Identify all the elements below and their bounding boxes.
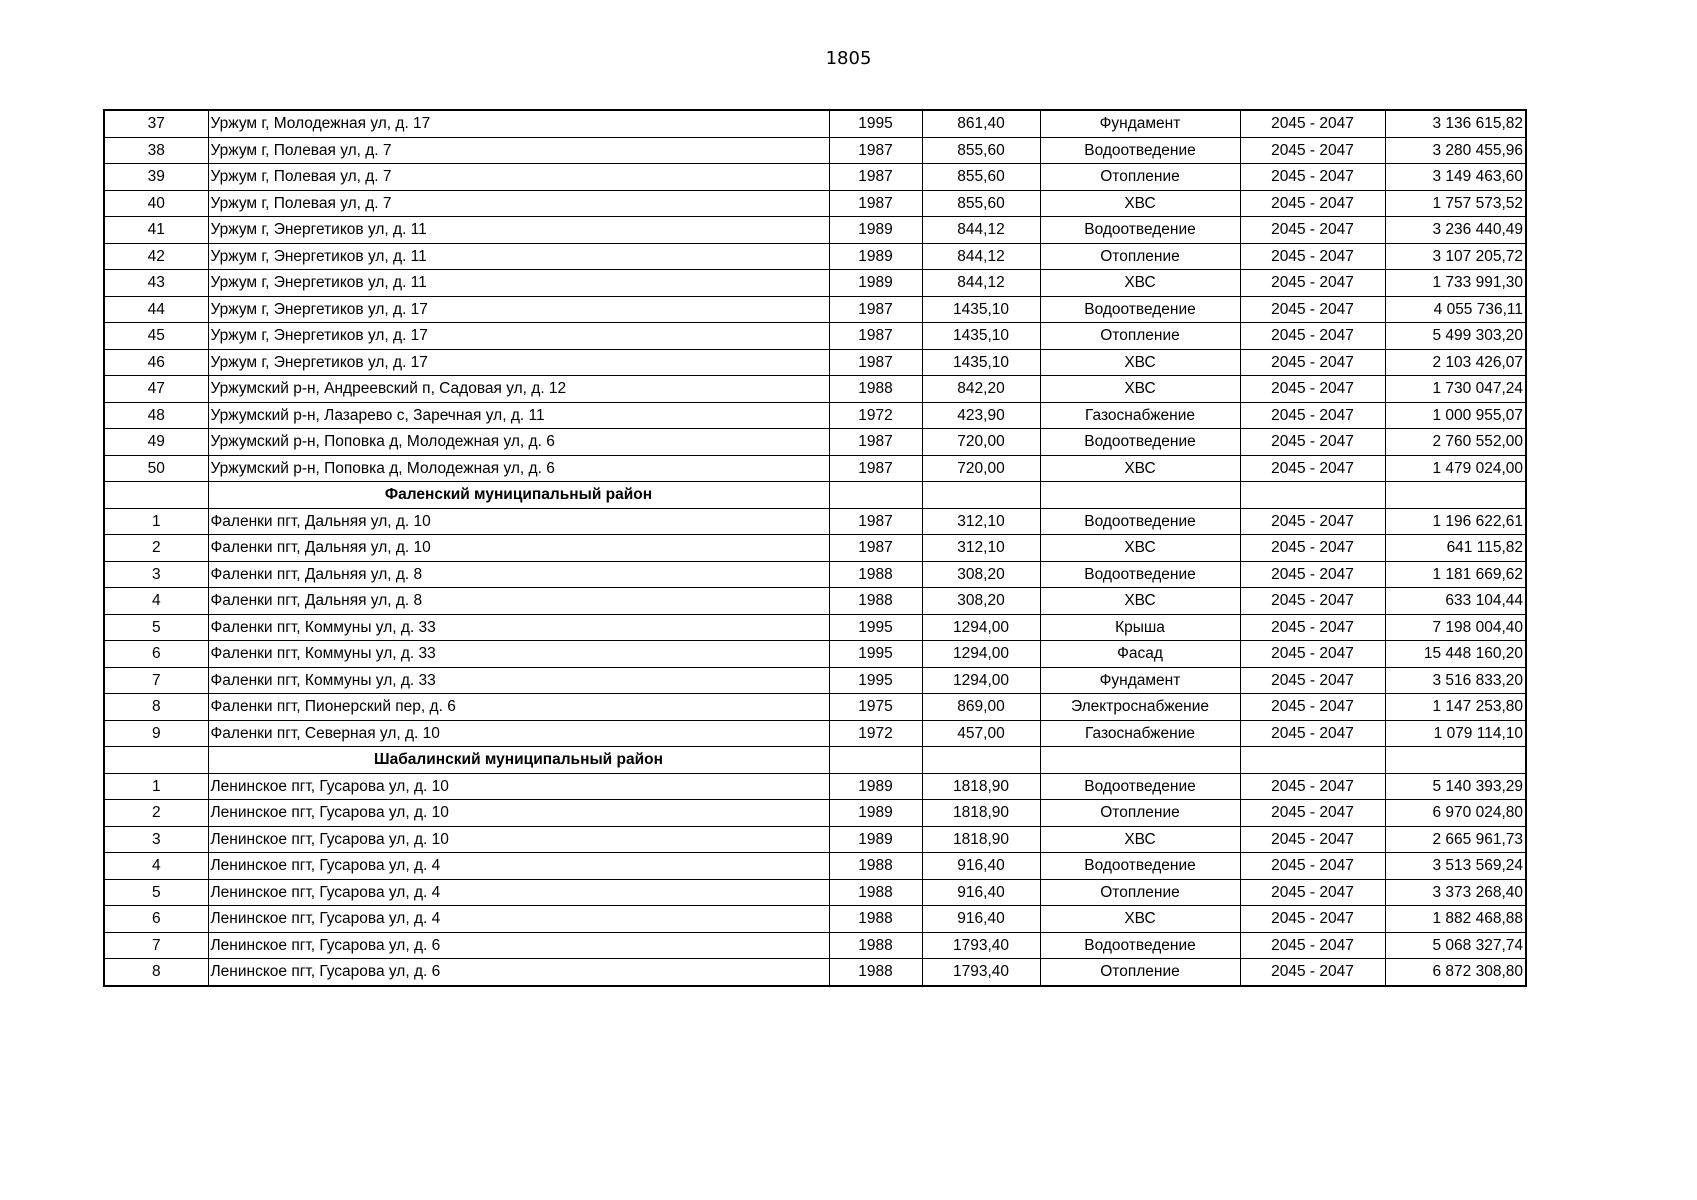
address-cell: Уржум г, Полевая ул, д. 7 [208,164,829,191]
cost-cell: 7 198 004,40 [1385,614,1526,641]
area-cell: 308,20 [922,588,1040,615]
work-type-cell: Водоотведение [1040,296,1240,323]
empty-cell [1240,747,1385,774]
table-row [104,959,1526,986]
empty-cell [1240,482,1385,509]
area-cell: 720,00 [922,455,1040,482]
address-cell: Уржум г, Энергетиков ул, д. 11 [208,270,829,297]
cost-cell: 3 136 615,82 [1385,110,1526,137]
table-row [104,508,1526,535]
period-cell: 2045 - 2047 [1240,110,1385,137]
table-row [104,641,1526,668]
period-cell: 2045 - 2047 [1240,164,1385,191]
cost-cell: 633 104,44 [1385,588,1526,615]
period-cell: 2045 - 2047 [1240,694,1385,721]
row-number: 3 [104,561,208,588]
area-cell: 1294,00 [922,641,1040,668]
area-cell: 1818,90 [922,773,1040,800]
period-cell: 2045 - 2047 [1240,720,1385,747]
year-cell: 1988 [829,561,922,588]
year-cell: 1987 [829,296,922,323]
cost-cell: 1 181 669,62 [1385,561,1526,588]
work-type-cell: Фундамент [1040,667,1240,694]
table-row [104,137,1526,164]
cost-cell: 1 757 573,52 [1385,190,1526,217]
row-number: 50 [104,455,208,482]
area-cell: 844,12 [922,270,1040,297]
address-cell: Фаленки пгт, Коммуны ул, д. 33 [208,667,829,694]
work-type-cell: ХВС [1040,349,1240,376]
table-row [104,164,1526,191]
cost-cell: 1 733 991,30 [1385,270,1526,297]
work-type-cell: Фундамент [1040,110,1240,137]
address-cell: Фаленки пгт, Пионерский пер, д. 6 [208,694,829,721]
work-type-cell: ХВС [1040,455,1240,482]
row-number: 46 [104,349,208,376]
table-row [104,667,1526,694]
table-row [104,190,1526,217]
table-row [104,614,1526,641]
table-row [104,800,1526,827]
period-cell: 2045 - 2047 [1240,323,1385,350]
cost-cell: 6 872 308,80 [1385,959,1526,986]
cost-cell: 3 280 455,96 [1385,137,1526,164]
table-row [104,455,1526,482]
period-cell: 2045 - 2047 [1240,429,1385,456]
empty-cell [104,747,208,774]
work-type-cell: Водоотведение [1040,932,1240,959]
address-cell: Ленинское пгт, Гусарова ул, д. 6 [208,932,829,959]
work-type-cell: Отопление [1040,323,1240,350]
table-row [104,720,1526,747]
address-cell: Уржум г, Полевая ул, д. 7 [208,190,829,217]
row-number: 9 [104,720,208,747]
year-cell: 1972 [829,402,922,429]
work-type-cell: ХВС [1040,270,1240,297]
area-cell: 855,60 [922,164,1040,191]
table-row [104,270,1526,297]
section-header-row [104,482,1526,509]
period-cell: 2045 - 2047 [1240,243,1385,270]
empty-cell [1385,747,1526,774]
period-cell: 2045 - 2047 [1240,190,1385,217]
row-number: 2 [104,800,208,827]
cost-cell: 3 513 569,24 [1385,853,1526,880]
cost-cell: 1 196 622,61 [1385,508,1526,535]
row-number: 5 [104,614,208,641]
year-cell: 1988 [829,853,922,880]
cost-cell: 3 149 463,60 [1385,164,1526,191]
cost-cell: 641 115,82 [1385,535,1526,562]
address-cell: Фаленки пгт, Северная ул, д. 10 [208,720,829,747]
address-cell: Ленинское пгт, Гусарова ул, д. 6 [208,959,829,986]
table-row [104,429,1526,456]
cost-cell: 2 760 552,00 [1385,429,1526,456]
empty-cell [922,482,1040,509]
year-cell: 1989 [829,270,922,297]
year-cell: 1989 [829,773,922,800]
cost-cell: 5 499 303,20 [1385,323,1526,350]
cost-cell: 1 479 024,00 [1385,455,1526,482]
work-type-cell: ХВС [1040,190,1240,217]
row-number: 4 [104,853,208,880]
table-row [104,376,1526,403]
row-number: 7 [104,667,208,694]
year-cell: 1987 [829,508,922,535]
cost-cell: 1 000 955,07 [1385,402,1526,429]
year-cell: 1988 [829,376,922,403]
capital-repair-table [103,109,1527,987]
table-row [104,323,1526,350]
row-number: 44 [104,296,208,323]
row-number: 43 [104,270,208,297]
year-cell: 1988 [829,588,922,615]
row-number: 45 [104,323,208,350]
area-cell: 916,40 [922,906,1040,933]
work-type-cell: Газоснабжение [1040,720,1240,747]
period-cell: 2045 - 2047 [1240,535,1385,562]
area-cell: 855,60 [922,137,1040,164]
address-cell: Фаленки пгт, Дальняя ул, д. 8 [208,588,829,615]
area-cell: 312,10 [922,535,1040,562]
work-type-cell: Водоотведение [1040,429,1240,456]
row-number: 8 [104,959,208,986]
work-type-cell: ХВС [1040,826,1240,853]
work-type-cell: Крыша [1040,614,1240,641]
period-cell: 2045 - 2047 [1240,667,1385,694]
empty-cell [829,482,922,509]
area-cell: 842,20 [922,376,1040,403]
area-cell: 308,20 [922,561,1040,588]
area-cell: 1818,90 [922,800,1040,827]
row-number: 5 [104,879,208,906]
cost-cell: 3 107 205,72 [1385,243,1526,270]
year-cell: 1987 [829,349,922,376]
table-row [104,853,1526,880]
address-cell: Фаленки пгт, Коммуны ул, д. 33 [208,641,829,668]
row-number: 38 [104,137,208,164]
empty-cell [1385,482,1526,509]
period-cell: 2045 - 2047 [1240,641,1385,668]
row-number: 49 [104,429,208,456]
cost-cell: 5 140 393,29 [1385,773,1526,800]
work-type-cell: Отопление [1040,243,1240,270]
year-cell: 1987 [829,455,922,482]
address-cell: Уржум г, Энергетиков ул, д. 11 [208,217,829,244]
row-number: 40 [104,190,208,217]
address-cell: Уржумский р-н, Поповка д, Молодежная ул, д. 6 [208,455,829,482]
row-number: 39 [104,164,208,191]
empty-cell [1040,747,1240,774]
table-row [104,402,1526,429]
table-row [104,535,1526,562]
area-cell: 916,40 [922,879,1040,906]
table-row [104,826,1526,853]
year-cell: 1988 [829,906,922,933]
work-type-cell: Водоотведение [1040,773,1240,800]
period-cell: 2045 - 2047 [1240,561,1385,588]
row-number: 47 [104,376,208,403]
year-cell: 1995 [829,667,922,694]
row-number: 2 [104,535,208,562]
table-row [104,296,1526,323]
year-cell: 1987 [829,137,922,164]
table-body [104,110,1526,986]
table-row [104,773,1526,800]
area-cell: 720,00 [922,429,1040,456]
address-cell: Уржумский р-н, Поповка д, Молодежная ул, д. 6 [208,429,829,456]
year-cell: 1995 [829,614,922,641]
period-cell: 2045 - 2047 [1240,800,1385,827]
year-cell: 1987 [829,190,922,217]
year-cell: 1995 [829,641,922,668]
period-cell: 2045 - 2047 [1240,455,1385,482]
address-cell: Ленинское пгт, Гусарова ул, д. 4 [208,879,829,906]
year-cell: 1989 [829,217,922,244]
cost-cell: 5 068 327,74 [1385,932,1526,959]
address-cell: Уржум г, Энергетиков ул, д. 17 [208,296,829,323]
table-row [104,932,1526,959]
address-cell: Фаленки пгт, Коммуны ул, д. 33 [208,614,829,641]
row-number: 6 [104,641,208,668]
cost-cell: 3 516 833,20 [1385,667,1526,694]
area-cell: 312,10 [922,508,1040,535]
period-cell: 2045 - 2047 [1240,959,1385,986]
period-cell: 2045 - 2047 [1240,217,1385,244]
empty-cell [829,747,922,774]
period-cell: 2045 - 2047 [1240,349,1385,376]
work-type-cell: Водоотведение [1040,508,1240,535]
year-cell: 1989 [829,826,922,853]
year-cell: 1995 [829,110,922,137]
cost-cell: 3 236 440,49 [1385,217,1526,244]
work-type-cell: Водоотведение [1040,137,1240,164]
year-cell: 1987 [829,535,922,562]
address-cell: Уржумский р-н, Андреевский п, Садовая ул, д. 12 [208,376,829,403]
row-number: 8 [104,694,208,721]
cost-cell: 1 079 114,10 [1385,720,1526,747]
work-type-cell: Отопление [1040,164,1240,191]
page-number: 1805 [825,48,872,69]
area-cell: 1435,10 [922,296,1040,323]
work-type-cell: ХВС [1040,535,1240,562]
work-type-cell: ХВС [1040,588,1240,615]
area-cell: 1793,40 [922,932,1040,959]
row-number: 6 [104,906,208,933]
year-cell: 1989 [829,800,922,827]
row-number: 4 [104,588,208,615]
period-cell: 2045 - 2047 [1240,853,1385,880]
work-type-cell: ХВС [1040,376,1240,403]
table-row [104,879,1526,906]
area-cell: 861,40 [922,110,1040,137]
empty-cell [104,482,208,509]
area-cell: 855,60 [922,190,1040,217]
row-number: 1 [104,508,208,535]
table-row [104,906,1526,933]
row-number: 41 [104,217,208,244]
period-cell: 2045 - 2047 [1240,773,1385,800]
area-cell: 1793,40 [922,959,1040,986]
period-cell: 2045 - 2047 [1240,932,1385,959]
empty-cell [922,747,1040,774]
table-row [104,349,1526,376]
address-cell: Уржум г, Молодежная ул, д. 17 [208,110,829,137]
section-header-row [104,747,1526,774]
period-cell: 2045 - 2047 [1240,614,1385,641]
work-type-cell: Фасад [1040,641,1240,668]
address-cell: Ленинское пгт, Гусарова ул, д. 10 [208,773,829,800]
section-title: Шабалинский муниципальный район [208,747,829,774]
address-cell: Ленинское пгт, Гусарова ул, д. 10 [208,800,829,827]
area-cell: 1294,00 [922,667,1040,694]
row-number: 7 [104,932,208,959]
year-cell: 1989 [829,243,922,270]
row-number: 42 [104,243,208,270]
period-cell: 2045 - 2047 [1240,508,1385,535]
area-cell: 844,12 [922,243,1040,270]
address-cell: Ленинское пгт, Гусарова ул, д. 4 [208,853,829,880]
cost-cell: 2 103 426,07 [1385,349,1526,376]
address-cell: Уржум г, Энергетиков ул, д. 17 [208,349,829,376]
row-number: 37 [104,110,208,137]
area-cell: 1818,90 [922,826,1040,853]
cost-cell: 2 665 961,73 [1385,826,1526,853]
table-row [104,588,1526,615]
period-cell: 2045 - 2047 [1240,906,1385,933]
empty-cell [1040,482,1240,509]
row-number: 48 [104,402,208,429]
year-cell: 1987 [829,323,922,350]
year-cell: 1987 [829,164,922,191]
year-cell: 1972 [829,720,922,747]
table-row [104,561,1526,588]
address-cell: Уржум г, Полевая ул, д. 7 [208,137,829,164]
year-cell: 1975 [829,694,922,721]
address-cell: Уржумский р-н, Лазарево с, Заречная ул, д. 11 [208,402,829,429]
work-type-cell: Водоотведение [1040,217,1240,244]
area-cell: 1435,10 [922,349,1040,376]
cost-cell: 15 448 160,20 [1385,641,1526,668]
period-cell: 2045 - 2047 [1240,376,1385,403]
address-cell: Фаленки пгт, Дальняя ул, д. 8 [208,561,829,588]
row-number: 3 [104,826,208,853]
year-cell: 1988 [829,959,922,986]
table-row [104,694,1526,721]
period-cell: 2045 - 2047 [1240,137,1385,164]
cost-cell: 6 970 024,80 [1385,800,1526,827]
period-cell: 2045 - 2047 [1240,879,1385,906]
row-number: 1 [104,773,208,800]
address-cell: Ленинское пгт, Гусарова ул, д. 4 [208,906,829,933]
area-cell: 916,40 [922,853,1040,880]
year-cell: 1988 [829,932,922,959]
cost-cell: 1 147 253,80 [1385,694,1526,721]
year-cell: 1988 [829,879,922,906]
period-cell: 2045 - 2047 [1240,296,1385,323]
cost-cell: 4 055 736,11 [1385,296,1526,323]
table-row [104,243,1526,270]
table-row [104,217,1526,244]
work-type-cell: Водоотведение [1040,853,1240,880]
address-cell: Уржум г, Энергетиков ул, д. 17 [208,323,829,350]
work-type-cell: Газоснабжение [1040,402,1240,429]
address-cell: Уржум г, Энергетиков ул, д. 11 [208,243,829,270]
area-cell: 844,12 [922,217,1040,244]
year-cell: 1987 [829,429,922,456]
period-cell: 2045 - 2047 [1240,826,1385,853]
area-cell: 1435,10 [922,323,1040,350]
area-cell: 1294,00 [922,614,1040,641]
section-title: Фаленский муниципальный район [208,482,829,509]
period-cell: 2045 - 2047 [1240,402,1385,429]
address-cell: Ленинское пгт, Гусарова ул, д. 10 [208,826,829,853]
area-cell: 457,00 [922,720,1040,747]
period-cell: 2045 - 2047 [1240,270,1385,297]
period-cell: 2045 - 2047 [1240,588,1385,615]
cost-cell: 1 882 468,88 [1385,906,1526,933]
address-cell: Фаленки пгт, Дальняя ул, д. 10 [208,508,829,535]
table-row [104,110,1526,137]
work-type-cell: Электроснабжение [1040,694,1240,721]
address-cell: Фаленки пгт, Дальняя ул, д. 10 [208,535,829,562]
cost-cell: 3 373 268,40 [1385,879,1526,906]
work-type-cell: Отопление [1040,800,1240,827]
work-type-cell: Отопление [1040,959,1240,986]
area-cell: 869,00 [922,694,1040,721]
work-type-cell: Водоотведение [1040,561,1240,588]
area-cell: 423,90 [922,402,1040,429]
work-type-cell: Отопление [1040,879,1240,906]
cost-cell: 1 730 047,24 [1385,376,1526,403]
work-type-cell: ХВС [1040,906,1240,933]
